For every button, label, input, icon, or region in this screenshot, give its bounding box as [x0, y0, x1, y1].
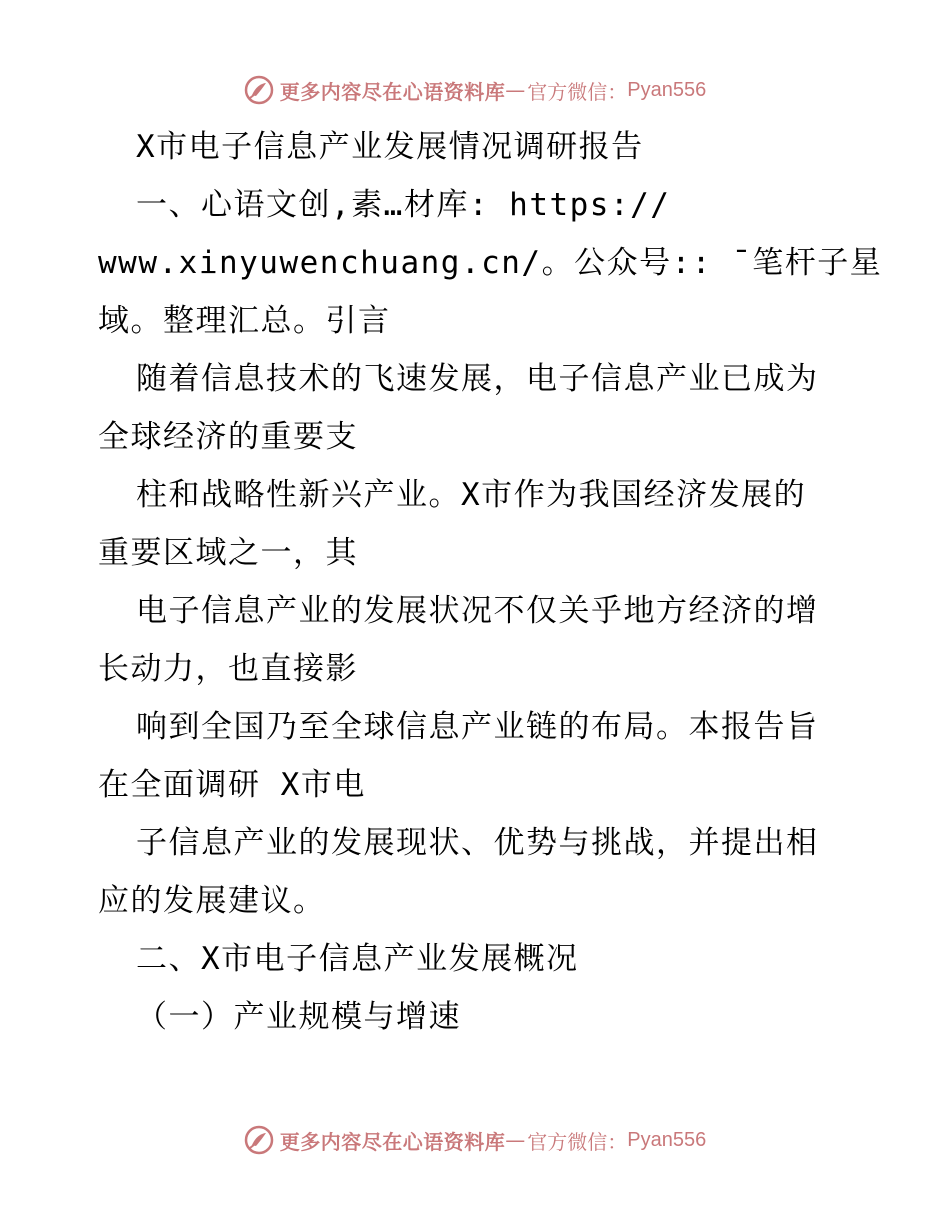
text-line: 在全面调研 X市电	[98, 767, 366, 803]
text-line: 域。整理汇总。引言	[98, 303, 391, 339]
paragraph-line: 子信息产业的发展现状、优势与挑战，并提出相	[136, 825, 819, 861]
header-watermark	[0, 70, 950, 110]
watermark-dash: —	[505, 78, 526, 102]
paragraph-line: 响到全国乃至全球信息产业链的布局。本报告旨	[136, 709, 819, 745]
watermark-site-text: 更多内容尽在心语资料库	[279, 79, 506, 104]
text-line: 重要区域之一，其	[98, 535, 358, 571]
text-line: www.xinyuwenchuang.cn/。公众号:: ¯笔杆子星	[98, 245, 883, 281]
watermark-wechat-label: 官方微信：	[527, 1129, 628, 1154]
text-line: 长动力，也直接影	[98, 651, 358, 687]
watermark-wechat-id: Pyan556	[627, 78, 707, 101]
watermark-site-text: 更多内容尽在心语资料库	[279, 1129, 506, 1154]
watermark-dash: —	[505, 1128, 526, 1152]
text-line: 全球经济的重要支	[98, 419, 358, 455]
watermark-wechat-label: 官方微信：	[527, 79, 628, 104]
watermark-wechat-id: Pyan556	[627, 1128, 707, 1151]
section-heading-1: 一、心语文创,素…材库: https://	[136, 187, 671, 223]
paragraph-line: 电子信息产业的发展状况不仅关乎地方经济的增	[136, 593, 819, 629]
brush-logo-icon	[244, 1125, 274, 1155]
footer-watermark	[0, 1120, 950, 1160]
subsection-heading: （一）产业规模与增速	[136, 999, 461, 1035]
section-heading-2: 二、X市电子信息产业发展概况	[136, 941, 579, 977]
document-title: X市电子信息产业发展情况调研报告	[136, 129, 644, 165]
paragraph-line: 随着信息技术的飞速发展，电子信息产业已成为	[136, 361, 819, 397]
brush-logo-icon	[244, 75, 274, 105]
text-line: 应的发展建议。	[98, 883, 326, 919]
paragraph-line: 柱和战略性新兴产业。X市作为我国经济发展的	[136, 477, 807, 513]
